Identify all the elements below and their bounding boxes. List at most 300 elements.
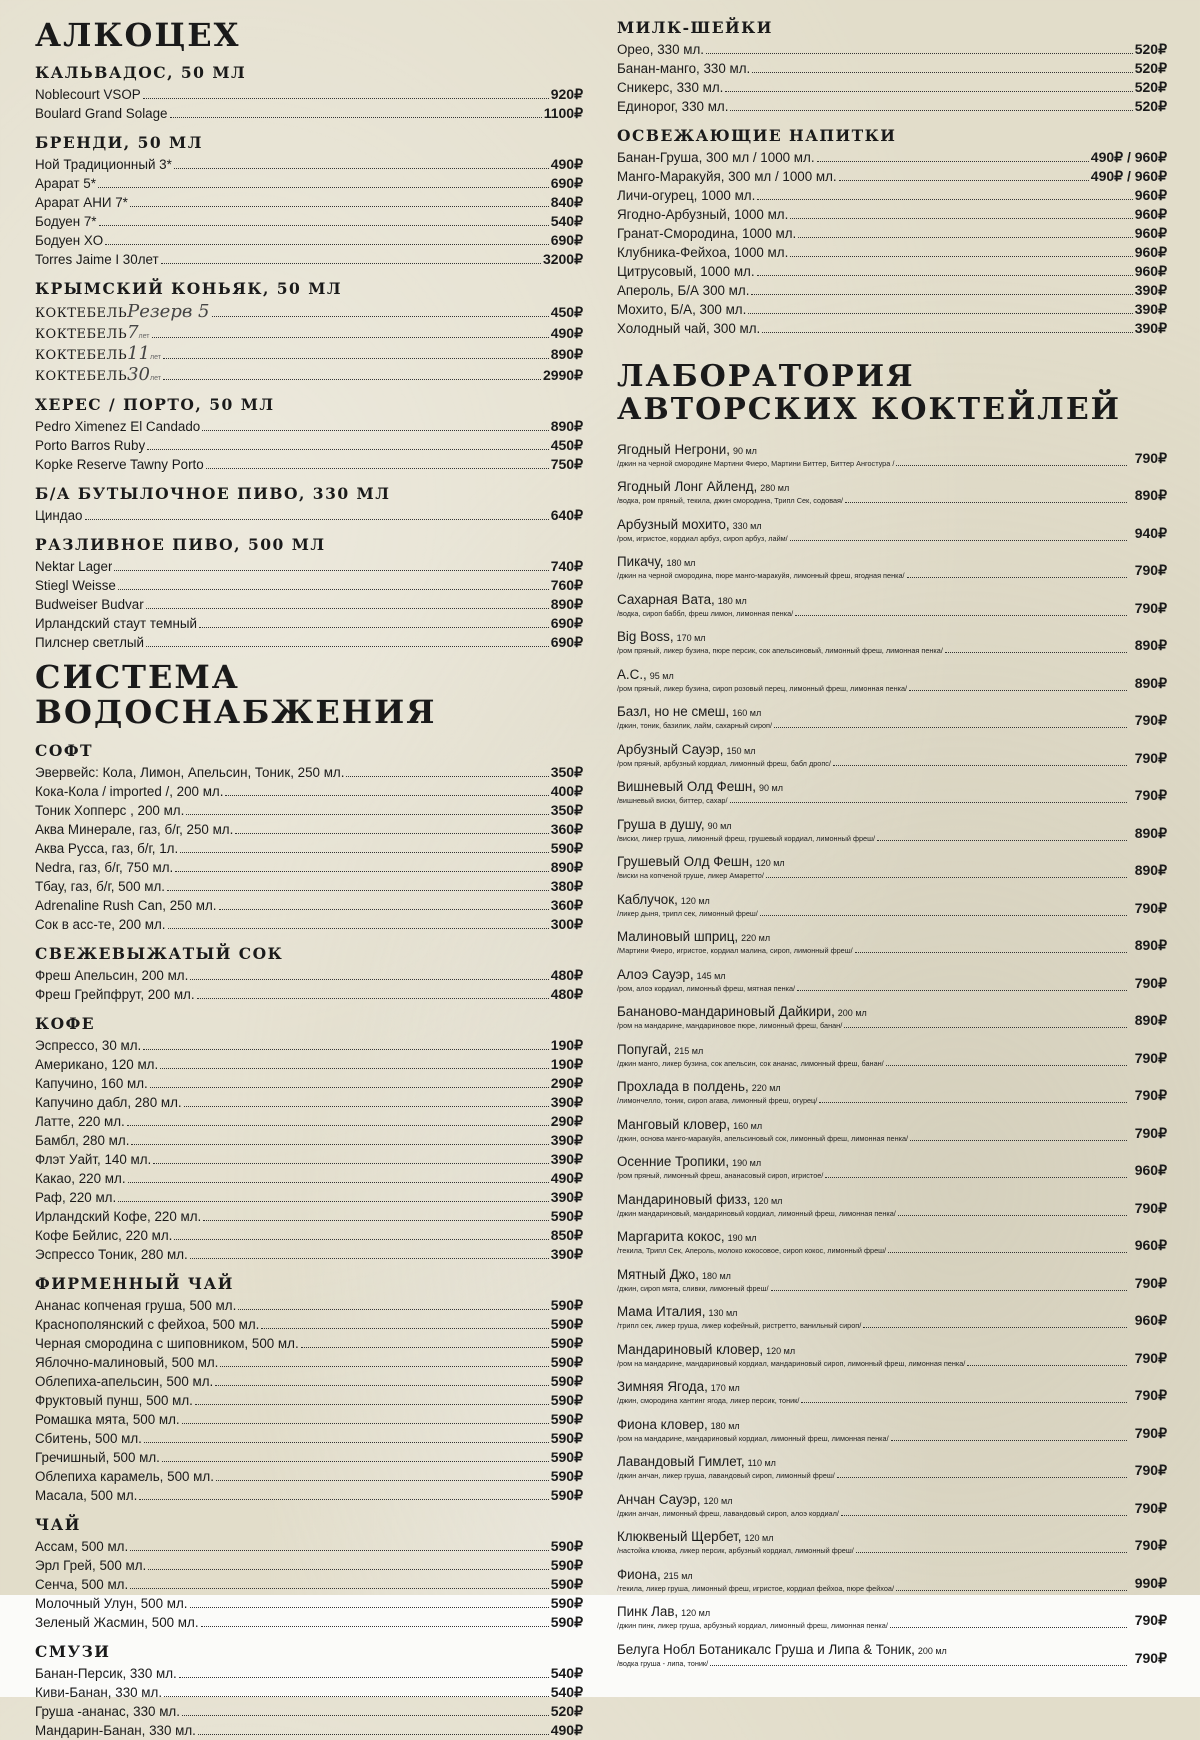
cocktail-name: Попугай, bbox=[617, 1041, 672, 1057]
menu-item bbox=[35, 1594, 583, 1613]
menu-item bbox=[617, 262, 1167, 281]
item-name: Яблочно-малиновый, 500 мл. bbox=[35, 1354, 219, 1370]
menu-item bbox=[35, 1055, 583, 1074]
cocktail-text bbox=[617, 1378, 1129, 1405]
dot-leader bbox=[898, 1215, 1127, 1216]
cocktail-description-line bbox=[617, 1621, 1129, 1630]
item-name: Банан-Груша, 300 мл / 1000 мл. bbox=[617, 150, 815, 165]
cocktail-volume: 120 мл bbox=[703, 1495, 733, 1506]
item-name: Эрл Грей, 500 мл. bbox=[35, 1557, 147, 1573]
cocktail-description: /виски, ликер груша, лимонный фреш, грушевый кордиал, лимонный фреш/ bbox=[617, 833, 875, 843]
cocktail-volume: 190 мл bbox=[727, 1233, 757, 1243]
cocktail-price: 890₽ bbox=[1134, 937, 1167, 953]
dot-leader bbox=[130, 206, 549, 207]
cocktail-name: Арбузный Сауэр, bbox=[617, 741, 724, 757]
menu-item bbox=[35, 193, 583, 212]
item-price: 590₽ bbox=[550, 1391, 583, 1408]
koktebel-age: 11 bbox=[127, 343, 150, 365]
cocktail-name: Фиона кловер, bbox=[617, 1416, 708, 1432]
dot-leader bbox=[225, 795, 548, 796]
cocktail-name: Вишневый Олд Фешн, bbox=[617, 779, 757, 794]
menu-item bbox=[35, 1169, 583, 1188]
cocktail-item bbox=[617, 430, 1167, 468]
item-price: 590₽ bbox=[550, 839, 583, 856]
cocktail-description-line bbox=[617, 1471, 1129, 1480]
cocktail-volume: 120 мл bbox=[755, 858, 785, 868]
item-price: 960₽ bbox=[1134, 187, 1167, 203]
item-name: Ассам, 500 мл. bbox=[35, 1538, 129, 1554]
cocktail-title-line bbox=[617, 853, 1129, 871]
koktebel-age: Резерв 5 bbox=[127, 301, 210, 323]
cocktail-list bbox=[617, 430, 1167, 1668]
cocktail-description: /ром пряный, ликер бузина, пюре персик, сок апельсиновый, лимонный фреш, лимонная пенка/ bbox=[617, 646, 943, 655]
cocktail-text bbox=[617, 891, 1129, 918]
item-price: 960₽ bbox=[1134, 225, 1167, 241]
item-name: Сбитень, 500 мл. bbox=[35, 1430, 142, 1446]
cocktail-volume: 180 мл bbox=[710, 1420, 740, 1431]
cocktail-description-line bbox=[617, 909, 1129, 918]
menu-item bbox=[35, 343, 583, 364]
lab-title-2: АВТОРСКИХ КОКТЕЙЛЕЙ bbox=[617, 392, 1122, 427]
cocktail-description: /джин анчан, ликер груша, лавандовый сироп, лимонный фреш/ bbox=[617, 1471, 835, 1480]
dot-leader bbox=[146, 646, 549, 647]
cocktail-title-line bbox=[617, 778, 1129, 796]
dot-leader bbox=[85, 519, 549, 520]
dot-leader bbox=[197, 998, 549, 999]
cocktail-item bbox=[617, 618, 1167, 656]
dot-leader bbox=[98, 187, 549, 188]
menu-item bbox=[35, 1429, 583, 1448]
item-price: 3200₽ bbox=[542, 251, 583, 268]
menu-item bbox=[35, 1207, 583, 1226]
cocktail-volume: 180 мл bbox=[701, 1270, 731, 1281]
cocktail-volume: 180 мл bbox=[666, 558, 696, 568]
cocktail-description-line bbox=[617, 496, 1129, 505]
dot-leader bbox=[216, 1480, 549, 1481]
item-price: 390₽ bbox=[1134, 282, 1167, 298]
item-name: Личи-огурец, 1000 мл. bbox=[617, 188, 756, 203]
menu-item bbox=[617, 186, 1167, 205]
cocktail-description-line bbox=[617, 1659, 1129, 1668]
cocktail-description: /джин, основа манго-маракуйя, апельсиновый сок, лимонный фреш, лимонная пенка/ bbox=[617, 1133, 909, 1143]
item-name: Латте, 220 мл. bbox=[35, 1113, 125, 1129]
menu-item bbox=[35, 839, 583, 858]
dot-leader bbox=[891, 1440, 1127, 1441]
menu-item bbox=[35, 1556, 583, 1575]
cocktail-description-line bbox=[617, 1209, 1129, 1218]
item-price: 400₽ bbox=[550, 782, 583, 799]
section-heading: Б/А БУТЫЛОЧНОЕ ПИВО, 330 МЛ bbox=[35, 484, 391, 504]
dot-leader bbox=[190, 1607, 549, 1608]
dot-leader bbox=[774, 727, 1127, 728]
item-name: Porto Barros Ruby bbox=[35, 438, 146, 454]
cocktail-description-line bbox=[617, 646, 1129, 655]
cocktail-title-line bbox=[617, 1341, 1129, 1359]
cocktail-text bbox=[617, 478, 1129, 505]
dot-leader bbox=[235, 833, 548, 834]
cocktail-title-line bbox=[617, 1041, 1129, 1059]
cocktail-volume: 130 мл bbox=[708, 1308, 738, 1318]
cocktail-item bbox=[617, 1030, 1167, 1068]
menu-item bbox=[35, 1664, 583, 1683]
item-price: 890₽ bbox=[550, 858, 583, 875]
item-price: 590₽ bbox=[550, 1296, 583, 1313]
item-name: Цитрусовый, 1000 мл. bbox=[617, 264, 755, 279]
dot-leader bbox=[910, 1140, 1127, 1141]
cocktail-price: 790₽ bbox=[1134, 599, 1167, 616]
cocktail-description-line bbox=[617, 1396, 1129, 1405]
cocktail-description: /текила, ликер груша, лимонный фреш, игристое, кордиал фейхоа, пюре фейхоа/ bbox=[617, 1583, 894, 1593]
cocktail-description-line bbox=[617, 459, 1129, 468]
menu-item bbox=[617, 224, 1167, 243]
cocktail-description: /джин манго, ликер бузина, сок апельсин, сок ананас, лимонный фреш, банан/ bbox=[617, 1058, 884, 1068]
cocktail-text bbox=[617, 703, 1129, 730]
dot-leader bbox=[160, 1068, 549, 1069]
cocktail-volume: 170 мл bbox=[710, 1383, 740, 1393]
cocktail-description: /джин, тоник, базилик, лайм, сахарный сироп/ bbox=[617, 721, 773, 730]
menu-item bbox=[35, 877, 583, 896]
cocktail-title-line bbox=[617, 1191, 1129, 1209]
cocktail-price: 790₽ bbox=[1134, 749, 1167, 766]
dot-leader bbox=[856, 1552, 1127, 1553]
left-column bbox=[35, 18, 583, 1740]
section-heading: СОФТ bbox=[35, 740, 94, 760]
cocktail-item bbox=[617, 1180, 1167, 1218]
item-price: 690₽ bbox=[550, 634, 583, 651]
cocktail-price: 990₽ bbox=[1134, 1574, 1167, 1591]
dot-leader bbox=[99, 225, 549, 226]
dot-leader bbox=[730, 110, 1132, 111]
cocktail-description-line bbox=[617, 984, 1129, 993]
cocktail-price: 890₽ bbox=[1134, 487, 1167, 503]
cocktail-name: Пикачу, bbox=[617, 554, 664, 569]
item-name: Эвервейс: Кола, Лимон, Апельсин, Тоник, 250 мл. bbox=[35, 764, 345, 780]
cocktail-price: 790₽ bbox=[1134, 449, 1167, 466]
item-name: Ягодно-Арбузный, 1000 мл. bbox=[617, 207, 789, 222]
cocktail-price: 790₽ bbox=[1134, 1424, 1167, 1441]
cocktail-item bbox=[617, 1068, 1167, 1106]
cocktail-text bbox=[617, 1416, 1129, 1443]
dot-leader bbox=[201, 1626, 549, 1627]
cocktail-title-line bbox=[617, 928, 1129, 946]
cocktail-description: /вишневый виски, биттер, сахар/ bbox=[617, 796, 728, 805]
cocktail-price: 890₽ bbox=[1134, 637, 1167, 653]
cocktail-title-line bbox=[617, 1078, 1129, 1096]
cocktail-volume: 160 мл bbox=[733, 1120, 763, 1131]
item-price: 480₽ bbox=[550, 985, 583, 1002]
cocktail-title-line bbox=[617, 628, 1129, 646]
item-name: Boulard Grand Solage bbox=[35, 106, 168, 122]
cocktail-price: 790₽ bbox=[1134, 562, 1167, 578]
item-name: Ирландский Кофе, 220 мл. bbox=[35, 1208, 202, 1224]
item-price: 350₽ bbox=[550, 801, 583, 818]
dot-leader bbox=[798, 237, 1132, 238]
item-price: 690₽ bbox=[550, 615, 583, 632]
cocktail-title-line bbox=[617, 1266, 1129, 1284]
item-name: Циндао bbox=[35, 508, 83, 524]
section-heading: РАЗЛИВНОЕ ПИВО, 500 МЛ bbox=[35, 535, 326, 555]
dot-leader bbox=[168, 928, 549, 929]
menu-item bbox=[35, 858, 583, 877]
cocktail-description-line bbox=[617, 1284, 1129, 1293]
item-name: Бодуен XO bbox=[35, 233, 104, 249]
dot-leader bbox=[757, 275, 1133, 276]
dot-leader bbox=[162, 1461, 549, 1462]
cocktail-title-line bbox=[617, 591, 1129, 609]
cocktail-item bbox=[617, 880, 1167, 918]
cocktail-name: Ягодный Негрони, bbox=[617, 441, 730, 457]
cocktail-item bbox=[617, 543, 1167, 581]
dot-leader bbox=[203, 1220, 548, 1221]
dot-leader bbox=[174, 1239, 548, 1240]
item-name: Кофе Бейлис, 220 мл. bbox=[35, 1227, 173, 1243]
cocktail-description: /ром на мандарине, мандариновый кордиал, лимонный фреш, лимонная пенка/ bbox=[617, 1433, 889, 1443]
koktebel-heading: КРЫМСКИЙ КОНЬЯК, 50 МЛ bbox=[35, 279, 343, 299]
item-name: Манго-Маракуйя, 300 мл / 1000 мл. bbox=[617, 169, 837, 184]
koktebel-age: 7 bbox=[127, 322, 139, 344]
dot-leader bbox=[128, 1182, 549, 1183]
cocktail-name: Лавандовый Гимлет, bbox=[617, 1454, 745, 1469]
cocktail-name: Мама Италия, bbox=[617, 1304, 706, 1319]
cocktail-name: Мятный Джо, bbox=[617, 1266, 699, 1282]
cocktail-text bbox=[617, 1228, 1129, 1255]
dot-leader bbox=[346, 776, 548, 777]
koktebel-name bbox=[35, 364, 161, 389]
section-heading: ЧАЙ bbox=[35, 1514, 81, 1534]
dot-leader bbox=[152, 337, 549, 338]
cocktail-name: Мандариновый кловер, bbox=[617, 1341, 764, 1357]
dot-leader bbox=[752, 72, 1132, 73]
menu-item bbox=[35, 1683, 583, 1702]
cocktail-item bbox=[617, 1255, 1167, 1293]
item-name: Груша -ананас, 330 мл. bbox=[35, 1703, 180, 1719]
cocktail-volume: 120 мл bbox=[744, 1533, 774, 1543]
dot-leader bbox=[130, 1588, 549, 1589]
left-sections-2 bbox=[35, 395, 583, 652]
cocktail-description: /ром на мандарине, мандариновое пюре, лимонный фреш, банан/ bbox=[617, 1021, 843, 1030]
cocktail-description-line bbox=[617, 609, 1129, 618]
dot-leader bbox=[896, 465, 1126, 466]
cocktail-price: 890₽ bbox=[1134, 674, 1167, 691]
cocktail-volume: 215 мл bbox=[674, 1045, 704, 1056]
dot-leader bbox=[825, 1177, 1126, 1178]
cocktail-description: /текила, Трипл Сек, Апероль, молоко кокосовое, сироп кокос, лимонный фреш/ bbox=[617, 1246, 887, 1255]
cocktail-item bbox=[617, 1330, 1167, 1368]
item-name: Фреш Грейпфрут, 200 мл. bbox=[35, 986, 195, 1002]
dot-leader bbox=[131, 1144, 548, 1145]
item-price: 590₽ bbox=[550, 1467, 583, 1484]
dot-leader bbox=[195, 1404, 549, 1405]
cocktail-volume: 120 мл bbox=[766, 1345, 796, 1356]
section-heading: СМУЗИ bbox=[35, 1641, 111, 1661]
cocktail-title-line bbox=[617, 1153, 1129, 1171]
item-price: 960₽ bbox=[1134, 244, 1167, 260]
item-price: 290₽ bbox=[550, 1074, 583, 1091]
item-name: Kopke Reserve Tawny Porto bbox=[35, 457, 204, 473]
item-name: Зеленый Жасмин, 500 мл. bbox=[35, 1614, 199, 1630]
item-price: 920₽ bbox=[550, 86, 583, 103]
cocktail-title-line bbox=[617, 1303, 1129, 1321]
section-title-water: СИСТЕМА ВОДОСНАБЖЕНИЯ bbox=[35, 658, 437, 732]
menu-item bbox=[35, 1575, 583, 1594]
cocktail-description: /Мартини Фиеро, игристое, кордиал малина, сироп, лимонный фреш/ bbox=[617, 946, 853, 955]
item-name: Американо, 120 мл. bbox=[35, 1056, 159, 1072]
menu-item bbox=[617, 205, 1167, 224]
menu-item bbox=[617, 97, 1167, 116]
cocktail-name: Груша в душу, bbox=[617, 816, 705, 832]
cocktail-volume: 190 мл bbox=[732, 1158, 762, 1168]
menu-item bbox=[35, 1150, 583, 1169]
menu-item bbox=[35, 250, 583, 269]
cocktail-title-line bbox=[617, 1566, 1129, 1584]
menu-item bbox=[35, 506, 583, 525]
item-price: 590₽ bbox=[550, 1448, 583, 1465]
menu-item bbox=[35, 915, 583, 934]
cocktail-text bbox=[617, 1303, 1129, 1330]
item-name: Ромашка мята, 500 мл. bbox=[35, 1411, 180, 1427]
dot-leader bbox=[127, 1125, 549, 1126]
item-name: Флэт Уайт, 140 мл. bbox=[35, 1151, 152, 1167]
item-price: 690₽ bbox=[550, 232, 583, 249]
koktebel-list bbox=[35, 301, 583, 385]
section-heading: ФИРМЕННЫЙ ЧАЙ bbox=[35, 1273, 234, 1293]
cocktail-item bbox=[617, 693, 1167, 731]
cocktail-text bbox=[617, 1491, 1129, 1518]
dot-leader bbox=[890, 1627, 1127, 1628]
dot-leader bbox=[198, 1734, 549, 1735]
dot-leader bbox=[146, 608, 549, 609]
item-name: Сникерс, 330 мл. bbox=[617, 80, 724, 95]
menu-item bbox=[35, 763, 583, 782]
cocktail-volume: 215 мл bbox=[663, 1570, 693, 1581]
item-price: 520₽ bbox=[1134, 98, 1167, 114]
item-name: Арарат АНИ 7* bbox=[35, 195, 128, 211]
menu-item bbox=[35, 801, 583, 820]
item-name: Раф, 220 мл. bbox=[35, 1189, 117, 1205]
cocktail-text bbox=[617, 441, 1129, 468]
cocktail-volume: 180 мл bbox=[717, 595, 747, 606]
menu-item bbox=[35, 1226, 583, 1245]
dot-leader bbox=[167, 890, 549, 891]
cocktail-description: /виски на копченой груше, ликер Амаретто/ bbox=[617, 871, 764, 880]
cocktail-price: 890₽ bbox=[1134, 1012, 1167, 1028]
menu-item bbox=[35, 364, 583, 385]
cocktail-volume: 150 мл bbox=[726, 745, 756, 756]
item-price: 520₽ bbox=[1134, 41, 1167, 57]
cocktail-description-line bbox=[617, 1171, 1129, 1180]
menu-item bbox=[35, 820, 583, 839]
cocktail-description: /джин пинк, ликер груша, арбузный кордиал, лимонный фреш, лимонная пенка/ bbox=[617, 1621, 888, 1630]
menu-item bbox=[35, 1391, 583, 1410]
menu-item bbox=[617, 78, 1167, 97]
menu-item bbox=[35, 417, 583, 436]
koktebel-brand: КОКТЕБЕЛЬ bbox=[35, 348, 128, 364]
dot-leader bbox=[863, 1327, 1126, 1328]
item-price: 520₽ bbox=[1134, 60, 1167, 76]
koktebel-years: лет bbox=[150, 375, 161, 383]
item-price: 840₽ bbox=[550, 194, 583, 211]
cocktail-item bbox=[617, 1555, 1167, 1593]
cocktail-description-line bbox=[617, 946, 1129, 955]
menu-item bbox=[35, 231, 583, 250]
cocktail-description-line bbox=[617, 1584, 1129, 1593]
item-name: Тбау, газ, б/г, 500 мл. bbox=[35, 878, 165, 894]
item-name: Арарат 5* bbox=[35, 176, 96, 192]
dot-leader bbox=[790, 218, 1132, 219]
item-name: Киви-Банан, 330 мл. bbox=[35, 1684, 163, 1700]
cocktail-name: Мандариновый физз, bbox=[617, 1191, 751, 1207]
cocktail-description: /ликер дыня, трипл сек, лимонный фреш/ bbox=[617, 908, 758, 918]
cocktail-name: Big Boss, bbox=[617, 629, 674, 644]
cocktail-price: 940₽ bbox=[1134, 524, 1167, 541]
cocktail-description-line bbox=[617, 834, 1129, 843]
cocktail-item bbox=[617, 655, 1167, 693]
cocktail-item bbox=[617, 505, 1167, 543]
item-price: 890₽ bbox=[550, 346, 583, 363]
cocktail-price: 790₽ bbox=[1134, 712, 1167, 728]
menu-item bbox=[35, 782, 583, 801]
item-name: Ирландский стаут темный bbox=[35, 616, 197, 632]
item-name: Pedro Ximenez El Candado bbox=[35, 419, 201, 435]
cocktail-description: /джин мандариновый, мандариновый кордиал, лимонный фреш, лимонная пенка/ bbox=[617, 1208, 896, 1218]
cocktail-text bbox=[617, 1116, 1129, 1143]
koktebel-age: 30 bbox=[127, 364, 150, 386]
item-price: 390₽ bbox=[550, 1150, 583, 1167]
dot-leader bbox=[730, 802, 1127, 803]
dot-leader bbox=[725, 91, 1132, 92]
cocktail-volume: 110 мл bbox=[747, 1458, 776, 1468]
item-price: 390₽ bbox=[550, 1093, 583, 1110]
item-price: 590₽ bbox=[550, 1556, 583, 1573]
item-name: Кока-Кола / imported /, 200 мл. bbox=[35, 783, 224, 799]
cocktail-price: 790₽ bbox=[1134, 1649, 1167, 1666]
cocktail-item bbox=[617, 468, 1167, 506]
dot-leader bbox=[760, 915, 1127, 916]
menu-item bbox=[35, 1702, 583, 1721]
item-price: 520₽ bbox=[550, 1702, 583, 1719]
cocktail-title-line bbox=[617, 1228, 1129, 1246]
cocktail-price: 790₽ bbox=[1134, 1537, 1167, 1553]
cocktail-volume: 120 мл bbox=[680, 895, 710, 906]
cocktail-item bbox=[617, 1630, 1167, 1668]
cocktail-name: Пинк Лав, bbox=[617, 1604, 679, 1619]
dot-leader bbox=[190, 1258, 549, 1259]
menu-item bbox=[35, 1486, 583, 1505]
menu-item bbox=[35, 1334, 583, 1353]
cocktail-description: /джин анчан, лимонный фреш, лавандовый сироп, алоэ кордиал/ bbox=[617, 1508, 839, 1518]
cocktail-name: Анчан Сауэр, bbox=[617, 1491, 701, 1507]
item-price: 690₽ bbox=[550, 175, 583, 192]
cocktail-item bbox=[617, 1293, 1167, 1331]
item-name: Фреш Апельсин, 200 мл. bbox=[35, 967, 189, 983]
cocktail-text bbox=[617, 741, 1129, 768]
item-price: 490₽ bbox=[550, 1169, 583, 1186]
cocktail-item bbox=[617, 1518, 1167, 1556]
cocktail-volume: 170 мл bbox=[676, 633, 706, 643]
cocktail-description-line bbox=[617, 796, 1129, 805]
dot-leader bbox=[153, 1163, 548, 1164]
item-name: Какао, 220 мл. bbox=[35, 1170, 126, 1186]
menu-item bbox=[35, 557, 583, 576]
cocktail-description-line bbox=[617, 684, 1129, 693]
menu-item bbox=[35, 1112, 583, 1131]
item-price: 590₽ bbox=[550, 1410, 583, 1427]
item-name: Апероль, Б/А 300 мл. bbox=[617, 283, 750, 298]
cocktail-description: /ром пряный, арбузный кордиал, лимонный фреш, бабл дропс/ bbox=[617, 758, 831, 768]
item-name: Пилснер светлый bbox=[35, 635, 145, 651]
cocktail-price: 790₽ bbox=[1134, 1049, 1167, 1066]
menu-item bbox=[617, 59, 1167, 78]
